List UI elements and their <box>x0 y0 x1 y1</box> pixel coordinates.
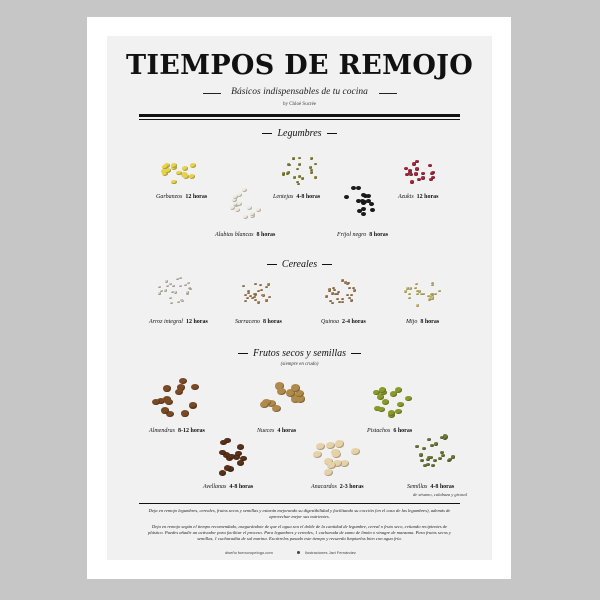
seed-grain <box>336 298 339 300</box>
seed-grain <box>351 448 360 455</box>
seed-grain <box>331 302 334 304</box>
frijol-negro-illustration <box>343 184 381 218</box>
item-almendras: Almendras 8-12 horas <box>149 428 205 434</box>
seed-grain <box>316 443 325 450</box>
item-mijo: Mijo 8 horas <box>406 319 440 325</box>
seed-grain <box>369 202 374 206</box>
seed-grain <box>390 391 397 397</box>
item-quinoa: Quinoa 2-4 horas <box>321 319 366 325</box>
seed-grain <box>408 293 411 295</box>
item-semillas: Semillas 4-8 horas <box>407 484 455 490</box>
seed-grain <box>272 405 281 412</box>
seed-grain <box>240 456 247 462</box>
seed-grain <box>291 384 300 391</box>
seed-grain <box>426 463 430 466</box>
nueces-illustration <box>257 376 305 420</box>
seed-grain <box>431 284 434 286</box>
seed-grain <box>310 157 313 159</box>
seed-grain <box>314 163 317 165</box>
item-alubias-blancas: Alubias blancas 8 horas <box>215 232 276 238</box>
item-sarraceno: Sarraceno 8 horas <box>235 319 282 325</box>
seed-grain <box>434 293 437 295</box>
seed-grain <box>350 299 353 301</box>
seed-grain <box>262 294 265 296</box>
seed-grain <box>334 293 337 295</box>
footer-dot <box>297 551 300 554</box>
seed-grain <box>171 163 177 168</box>
seed-grain <box>277 388 286 395</box>
seed-grain <box>247 206 252 210</box>
item-garbanzos: Garbanzos 12 horas <box>156 194 208 200</box>
seed-grain <box>356 186 361 190</box>
azukis-illustration <box>403 158 437 186</box>
seed-grain <box>152 399 160 405</box>
seed-grain <box>360 199 365 203</box>
seed-grain <box>224 465 231 471</box>
footer-design: diseño fuenuvopelogo.com <box>225 550 273 555</box>
seed-grain <box>337 291 340 293</box>
seed-grain <box>332 451 341 458</box>
seed-grain <box>287 171 290 173</box>
alubias-blancas-illustration <box>225 186 263 220</box>
seed-grain <box>256 208 261 212</box>
pistachos-illustration <box>369 380 411 418</box>
divider-bottom <box>139 503 460 504</box>
seed-grain <box>179 378 187 384</box>
seed-grain <box>427 438 431 441</box>
seed-grain <box>415 283 418 285</box>
seed-grain <box>267 283 270 285</box>
seed-grain <box>219 470 226 476</box>
seed-grain <box>433 459 437 462</box>
seed-grain <box>301 177 304 179</box>
seed-grain <box>430 172 434 175</box>
seed-grain <box>379 387 386 393</box>
divider-thin <box>139 119 460 120</box>
seed-grain <box>429 178 433 181</box>
page-title: TIEMPOS DE REMOJO <box>125 50 474 81</box>
arroz-integral-illustration <box>157 276 197 306</box>
seed-grain <box>412 162 416 165</box>
seed-grain <box>434 442 438 445</box>
seed-grain <box>428 164 432 167</box>
seed-grain <box>158 292 161 294</box>
seed-grain <box>242 285 245 287</box>
item-lentejas: Lentejas 4-8 horas <box>273 194 321 200</box>
seed-grain <box>444 435 448 438</box>
seed-grain <box>420 459 424 462</box>
seed-grain <box>415 167 419 170</box>
seed-grain <box>348 287 351 289</box>
seed-grain <box>237 444 244 450</box>
seed-grain <box>265 299 268 301</box>
seed-grain <box>313 451 322 458</box>
seed-grain <box>254 283 257 285</box>
seed-grain <box>293 176 296 178</box>
seed-grain <box>395 409 402 415</box>
seed-grain <box>415 160 419 163</box>
seed-grain <box>181 300 184 302</box>
seed-grain <box>421 172 425 175</box>
seed-grain <box>260 401 269 408</box>
seed-grain <box>353 289 356 291</box>
seed-grain <box>176 278 179 280</box>
seed-grain <box>341 279 344 281</box>
seed-grain <box>243 215 248 219</box>
seed-grain <box>296 168 299 170</box>
lentejas-illustration <box>279 154 321 186</box>
anacardos-illustration <box>313 434 359 478</box>
seed-grain <box>257 290 260 292</box>
seed-grain <box>164 289 167 291</box>
item-anacardos: Anacardos 2-3 horas <box>311 484 364 490</box>
seed-grain <box>346 294 349 296</box>
seed-grain <box>409 173 413 176</box>
seed-grain <box>438 457 442 460</box>
seed-grain <box>177 301 180 303</box>
seed-grain <box>259 284 262 286</box>
seed-grain <box>171 291 174 293</box>
seed-grain <box>326 442 335 449</box>
seed-grain <box>415 445 419 448</box>
seed-grain <box>163 385 171 391</box>
seed-grain <box>233 195 238 199</box>
section-heading-frutos: Frutos secos y semillas <box>107 348 492 359</box>
seed-grain <box>441 454 445 457</box>
seed-grain <box>179 285 182 287</box>
seed-grain <box>298 157 301 159</box>
seed-grain <box>189 174 195 179</box>
seed-grain <box>282 172 285 174</box>
seed-grain <box>260 289 263 291</box>
author: by Chloé Sucrée <box>282 102 317 107</box>
seed-grain <box>448 458 452 461</box>
seed-grain <box>421 176 425 179</box>
seed-grain <box>416 304 419 306</box>
mijo-illustration <box>403 280 443 308</box>
seed-grain <box>341 301 344 303</box>
seed-grain <box>370 208 375 212</box>
poster <box>107 36 492 560</box>
seed-grain <box>327 462 336 469</box>
sarraceno-illustration <box>239 279 275 307</box>
seed-grain <box>422 447 426 450</box>
seed-grain <box>235 208 240 212</box>
seed-grain <box>184 284 187 286</box>
seed-grain <box>191 384 199 390</box>
seed-grain <box>419 453 423 456</box>
subtitle-line-right <box>379 93 397 94</box>
seed-grain <box>297 183 300 185</box>
seed-grain <box>350 294 353 296</box>
seed-grain <box>268 296 271 298</box>
seed-grain <box>244 300 247 302</box>
seed-grain <box>310 171 313 173</box>
item-arroz-integral: Arroz integral 12 horas <box>149 319 208 325</box>
seed-grain <box>237 193 242 197</box>
seed-grain <box>416 293 419 295</box>
section-note-frutos: (siempre en crudo) <box>280 362 319 367</box>
seed-grain <box>408 169 412 172</box>
seed-grain <box>298 163 301 165</box>
seed-grain <box>378 407 385 413</box>
seed-grain <box>292 157 295 159</box>
seed-grain <box>361 207 366 211</box>
seed-grain <box>237 202 242 206</box>
seed-grain <box>265 286 268 288</box>
seed-grain <box>246 297 249 299</box>
seed-grain <box>397 402 404 408</box>
item-pistachos: Pistachos 6 horas <box>367 428 413 434</box>
seed-grain <box>228 454 235 460</box>
seed-grain <box>388 410 395 416</box>
section-heading-cereales: Cereales <box>107 259 492 270</box>
seed-grain <box>165 399 173 405</box>
seed-grain <box>314 176 317 178</box>
seed-grain <box>165 280 168 282</box>
seed-grain <box>414 172 418 175</box>
seed-grain <box>335 440 344 447</box>
seed-grain <box>438 290 441 292</box>
seed-grain <box>414 287 417 289</box>
seed-grain <box>408 297 411 299</box>
seed-grain <box>242 188 247 192</box>
semillas-illustration <box>411 432 459 474</box>
item-semillas-sub: de sésamo, calabaza y girasol <box>413 492 468 497</box>
seed-grain <box>179 277 182 279</box>
seed-grain <box>182 166 188 171</box>
footer-illustrations: Ilustraciones Javi Fernández <box>305 550 356 555</box>
seed-grain <box>409 287 412 289</box>
seed-grain <box>416 290 419 292</box>
seed-grain <box>351 186 356 190</box>
seed-grain <box>220 440 227 446</box>
item-avellanas: Avellanas 4-8 horas <box>203 484 254 490</box>
divider-thick <box>139 114 460 117</box>
seed-grain <box>170 302 173 304</box>
seed-grain <box>187 282 190 284</box>
seed-grain <box>181 410 189 416</box>
seed-grain <box>361 212 366 216</box>
seed-grain <box>174 291 177 293</box>
seed-grain <box>405 396 412 402</box>
seed-grain <box>333 289 336 291</box>
seed-grain <box>183 174 189 179</box>
seed-grain <box>430 444 434 447</box>
seed-grain <box>331 292 334 294</box>
item-azukis: Azukis 12 horas <box>398 194 439 200</box>
garbanzos-illustration <box>157 156 197 186</box>
item-nueces: Nueces 4 horas <box>257 428 297 434</box>
seed-grain <box>410 180 414 183</box>
quinoa-illustration <box>323 279 361 307</box>
seed-grain <box>325 295 328 297</box>
seed-grain <box>422 293 425 295</box>
seed-grain <box>257 301 260 303</box>
paragraph-instructions: Deja en remojo según el tiempo recomendado, asegurándote de que el agua sea el doble de la cantidad de legumbre, cereal o fruto seco, evitando recipientes de plástico. Puedes añadir un activador para facilitar el proceso. Para legumbres y cereales, 1 cucharada de zumo de limón o vinagre de manzana. Para frutos secos y semillas, 1 cucharadita de sal marina. Escúrrelos pasado este tiempo y recuerda limpiarlos bien con agua fría. <box>148 524 451 541</box>
seed-grain <box>324 469 333 476</box>
seed-grain <box>382 399 389 405</box>
seed-grain <box>431 297 434 299</box>
item-frijol-negro: Frijol negro 8 horas <box>337 232 389 238</box>
seed-grain <box>166 285 169 287</box>
avellanas-illustration <box>205 438 251 476</box>
seed-grain <box>169 297 172 299</box>
paragraph-intro: Deja en remojo legumbres, cereales, frutos secos y semillas y estarán mejorando su digestibilidad y facilitando su cocción (en el caso de las legumbres), además de aprovechar mejor sus nutrientes. <box>148 508 451 519</box>
seed-grain <box>404 290 407 292</box>
seed-grain <box>431 464 435 467</box>
seed-grain <box>158 286 161 288</box>
seed-grain <box>189 402 197 408</box>
seed-grain <box>186 291 189 293</box>
seed-grain <box>190 163 196 168</box>
seed-grain <box>344 195 349 199</box>
seed-grain <box>250 212 255 216</box>
seed-grain <box>451 455 455 458</box>
subtitle: Básicos indispensables de tu cocina <box>231 87 368 97</box>
seed-grain <box>346 282 349 284</box>
section-heading-legumbres: Legumbres <box>107 128 492 139</box>
almendras-illustration <box>151 376 207 420</box>
seed-grain <box>172 285 175 287</box>
seed-grain <box>341 298 344 300</box>
seed-grain <box>175 389 183 395</box>
seed-grain <box>171 180 177 185</box>
